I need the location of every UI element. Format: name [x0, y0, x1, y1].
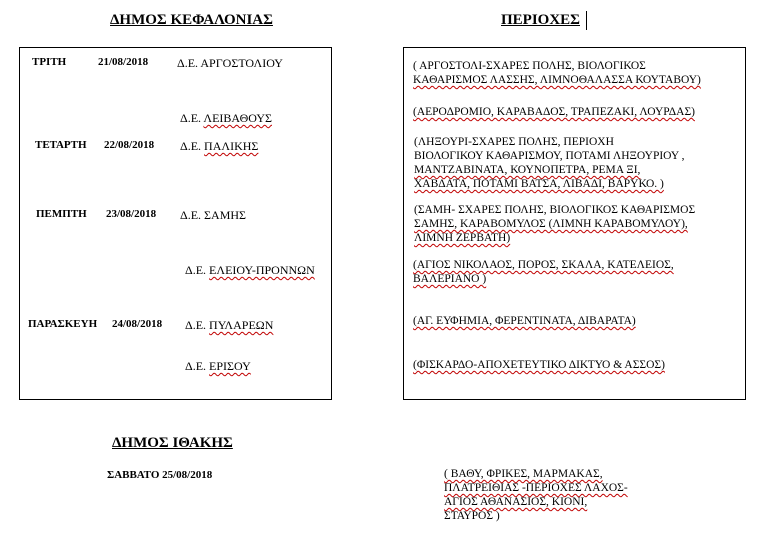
ithaki-day-date: ΣΑΒΒΑΤΟ 25/08/2018 — [107, 469, 213, 481]
schedule-day: ΠΑΡΑΣΚΕΥΗ — [28, 318, 98, 330]
ithaki-title: ΔΗΜΟΣ ΙΘΑΚΗΣ — [112, 435, 233, 451]
text-cursor — [586, 11, 587, 30]
area-group: (ΛΗΞΟΥΡΙ-ΣΧΑΡΕΣ ΠΟΛΗΣ, ΠΕΡΙΟΧΗ ΒΙΟΛΟΓΙΚΟΥ ΚΑΘΑΡΙΣΜΟΥ, ΠΟΤΑΜΙ ΛΗΞΟΥΡΙΟΥ , ΜΑΝΤΖΑΒΙΝΑΤΑ, ΚΟΥΝΟΠΕΤΡΑ, ΡΕΜΑ ΞΙ, ΧΑΒΔΑΤΑ, ΠΟΤΑΜΙ ΒΑΤΣΑ, ΛΙΒΑΔΙ, ΒΑΡΥΚΟ. ) — [414, 136, 685, 190]
schedule-date: 23/08/2018 — [106, 208, 157, 220]
areas-title: ΠΕΡΙΟΧΕΣ — [501, 12, 580, 28]
area-group: (ΑΓ. ΕΥΦΗΜΙΑ, ΦΕΡΕΝΤΙΝΑΤΑ, ΔΙΒΑΡΑΤΑ) — [413, 315, 636, 327]
schedule-day: ΤΡΙΤΗ — [32, 56, 67, 68]
schedule-unit: Δ.Ε. ΠΑΛΙΚΗΣ — [180, 139, 259, 153]
schedule-unit: Δ.Ε. ΕΛΕΙΟΥ-ΠΡΟΝΝΩΝ — [185, 263, 315, 277]
area-group: ( ΑΡΓΟΣΤΟΛΙ-ΣΧΑΡΕΣ ΠΟΛΗΣ, ΒΙΟΛΟΓΙΚΟΣ ΚΑΘΑΡΙΣΜΟΣ ΛΑΣΣΗΣ, ΛΙΜΝΟΘΑΛΑΣΣΑ ΚΟΥΤΑΒΟΥ) — [413, 60, 701, 86]
areas-box — [403, 47, 746, 400]
schedule-unit: Δ.Ε. ΣΑΜΗΣ — [180, 208, 247, 222]
schedule-unit: Δ.Ε. ΑΡΓΟΣΤΟΛΙΟΥ — [177, 56, 283, 70]
schedule-date: 21/08/2018 — [98, 56, 149, 68]
ithaki-areas: ( ΒΑΘΥ, ΦΡΙΚΕΣ, ΜΑΡΜΑΚΑΣ, ΠΛΑΤΡΕΙΘΙΑΣ -ΠΕΡΙΟΧΕΣ ΛΑΧΟΣ- ΑΓΙΟΣ ΑΘΑΝΑΣΙΟΣ, ΚΙΟΝΙ, ΣΤΑΥΡΟΣ ) — [444, 468, 628, 522]
area-group: (ΑΓΙΟΣ ΝΙΚΟΛΑΟΣ, ΠΟΡΟΣ, ΣΚΑΛΑ, ΚΑΤΕΛΕΙΟΣ, ΒΑΛΕΡΙΑΝΟ ) — [413, 259, 674, 285]
kefalonia-title: ΔΗΜΟΣ ΚΕΦΑΛΟΝΙΑΣ — [110, 12, 273, 28]
schedule-date: 24/08/2018 — [112, 318, 163, 330]
schedule-box — [19, 47, 332, 400]
schedule-day: ΤΕΤΑΡΤΗ — [35, 139, 87, 151]
schedule-date: 22/08/2018 — [104, 139, 155, 151]
area-group: (ΑΕΡΟΔΡΟΜΙΟ, ΚΑΡΑΒΑΔΟΣ, ΤΡΑΠΕΖΑΚΙ, ΛΟΥΡΔΑΣ) — [413, 106, 695, 118]
area-group: (ΦΙΣΚΑΡΔΟ-ΑΠΟΧΕΤΕΥΤΙΚΟ ΔΙΚΤΥΟ & ΑΣΣΟΣ) — [413, 359, 665, 371]
schedule-unit: Δ.Ε. ΛΕΙΒΑΘΟΥΣ — [180, 111, 272, 125]
area-group: (ΣΑΜΗ- ΣΧΑΡΕΣ ΠΟΛΗΣ, ΒΙΟΛΟΓΙΚΟΣ ΚΑΘΑΡΙΣΜΟΣ ΣΑΜΗΣ, ΚΑΡΑΒΟΜΥΛΟΣ (ΛΙΜΝΗ ΚΑΡΑΒΟΜΥΛΟΥ), ΛΙΜΝΗ ΖΕΡΒΑΤΗ) — [414, 204, 696, 244]
schedule-day: ΠΕΜΠΤΗ — [36, 208, 87, 220]
schedule-unit: Δ.Ε. ΠΥΛΑΡΕΩΝ — [185, 318, 274, 332]
schedule-unit: Δ.Ε. ΕΡΙΣΟΥ — [185, 359, 251, 373]
